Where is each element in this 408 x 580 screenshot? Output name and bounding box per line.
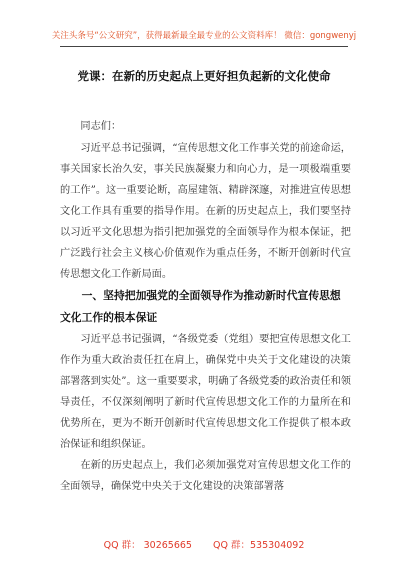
- salutation: 同志们：: [80, 121, 122, 132]
- footer-contact: [0, 537, 408, 551]
- footer-qq-group-1: QQ 群： 30265665: [103, 540, 192, 551]
- header-promo-note: 关注头条号“公文研究”，获得最新最全最专业的公文资料库！ 微信：gongwenyj: [51, 31, 357, 41]
- document-title: 党课：在新的历史起点上更好担负起新的文化使命: [77, 69, 331, 83]
- section-heading: 一、坚持把加强党的全面领导作为推动新时代宣传思想文化工作的根本保证: [60, 289, 341, 324]
- section-paragraph: 在新的历史起点上，我们必须加强党对宣传思想文化工作的全面领导，确保党中央关于文化建设的决策部署落: [60, 460, 351, 492]
- body-paragraph: 习近平总书记强调，“宣传思想文化工作事关党的前途命运，事关国家长治久安，事关民族凝聚力和向心力，是一项极端重要的工作”。这一重要论断，高屋建瓴、精辟深邃，对推进宣传思想文化工作具有重要的指导作用。在新的历史起点上，我们要坚持以习近平文化思想为指引把加强党的全面领导作为根本保证，把广泛践行社会主义核心价值观作为重点任务，不断开创新时代宣传思想文化工作新局面。: [60, 143, 351, 280]
- section-paragraph: 习近平总书记强调，“各级党委（党组）要把宣传思想文化工作作为重大政治责任扛在肩上，确保党中央关于文化建设的决策部署落到实处”。这一重要要求，明确了各级党委的政治责任和领导责任，不仅深刻阐明了新时代宣传思想文化工作的力量所在和优势所在，更为不断开创新时代宣传思想文化工作提供了根本政治保证和组织保证。: [60, 334, 351, 450]
- document-body: [60, 116, 351, 497]
- header-divider: [60, 46, 348, 47]
- footer-qq-group-2: QQ 群：535304092: [213, 540, 305, 551]
